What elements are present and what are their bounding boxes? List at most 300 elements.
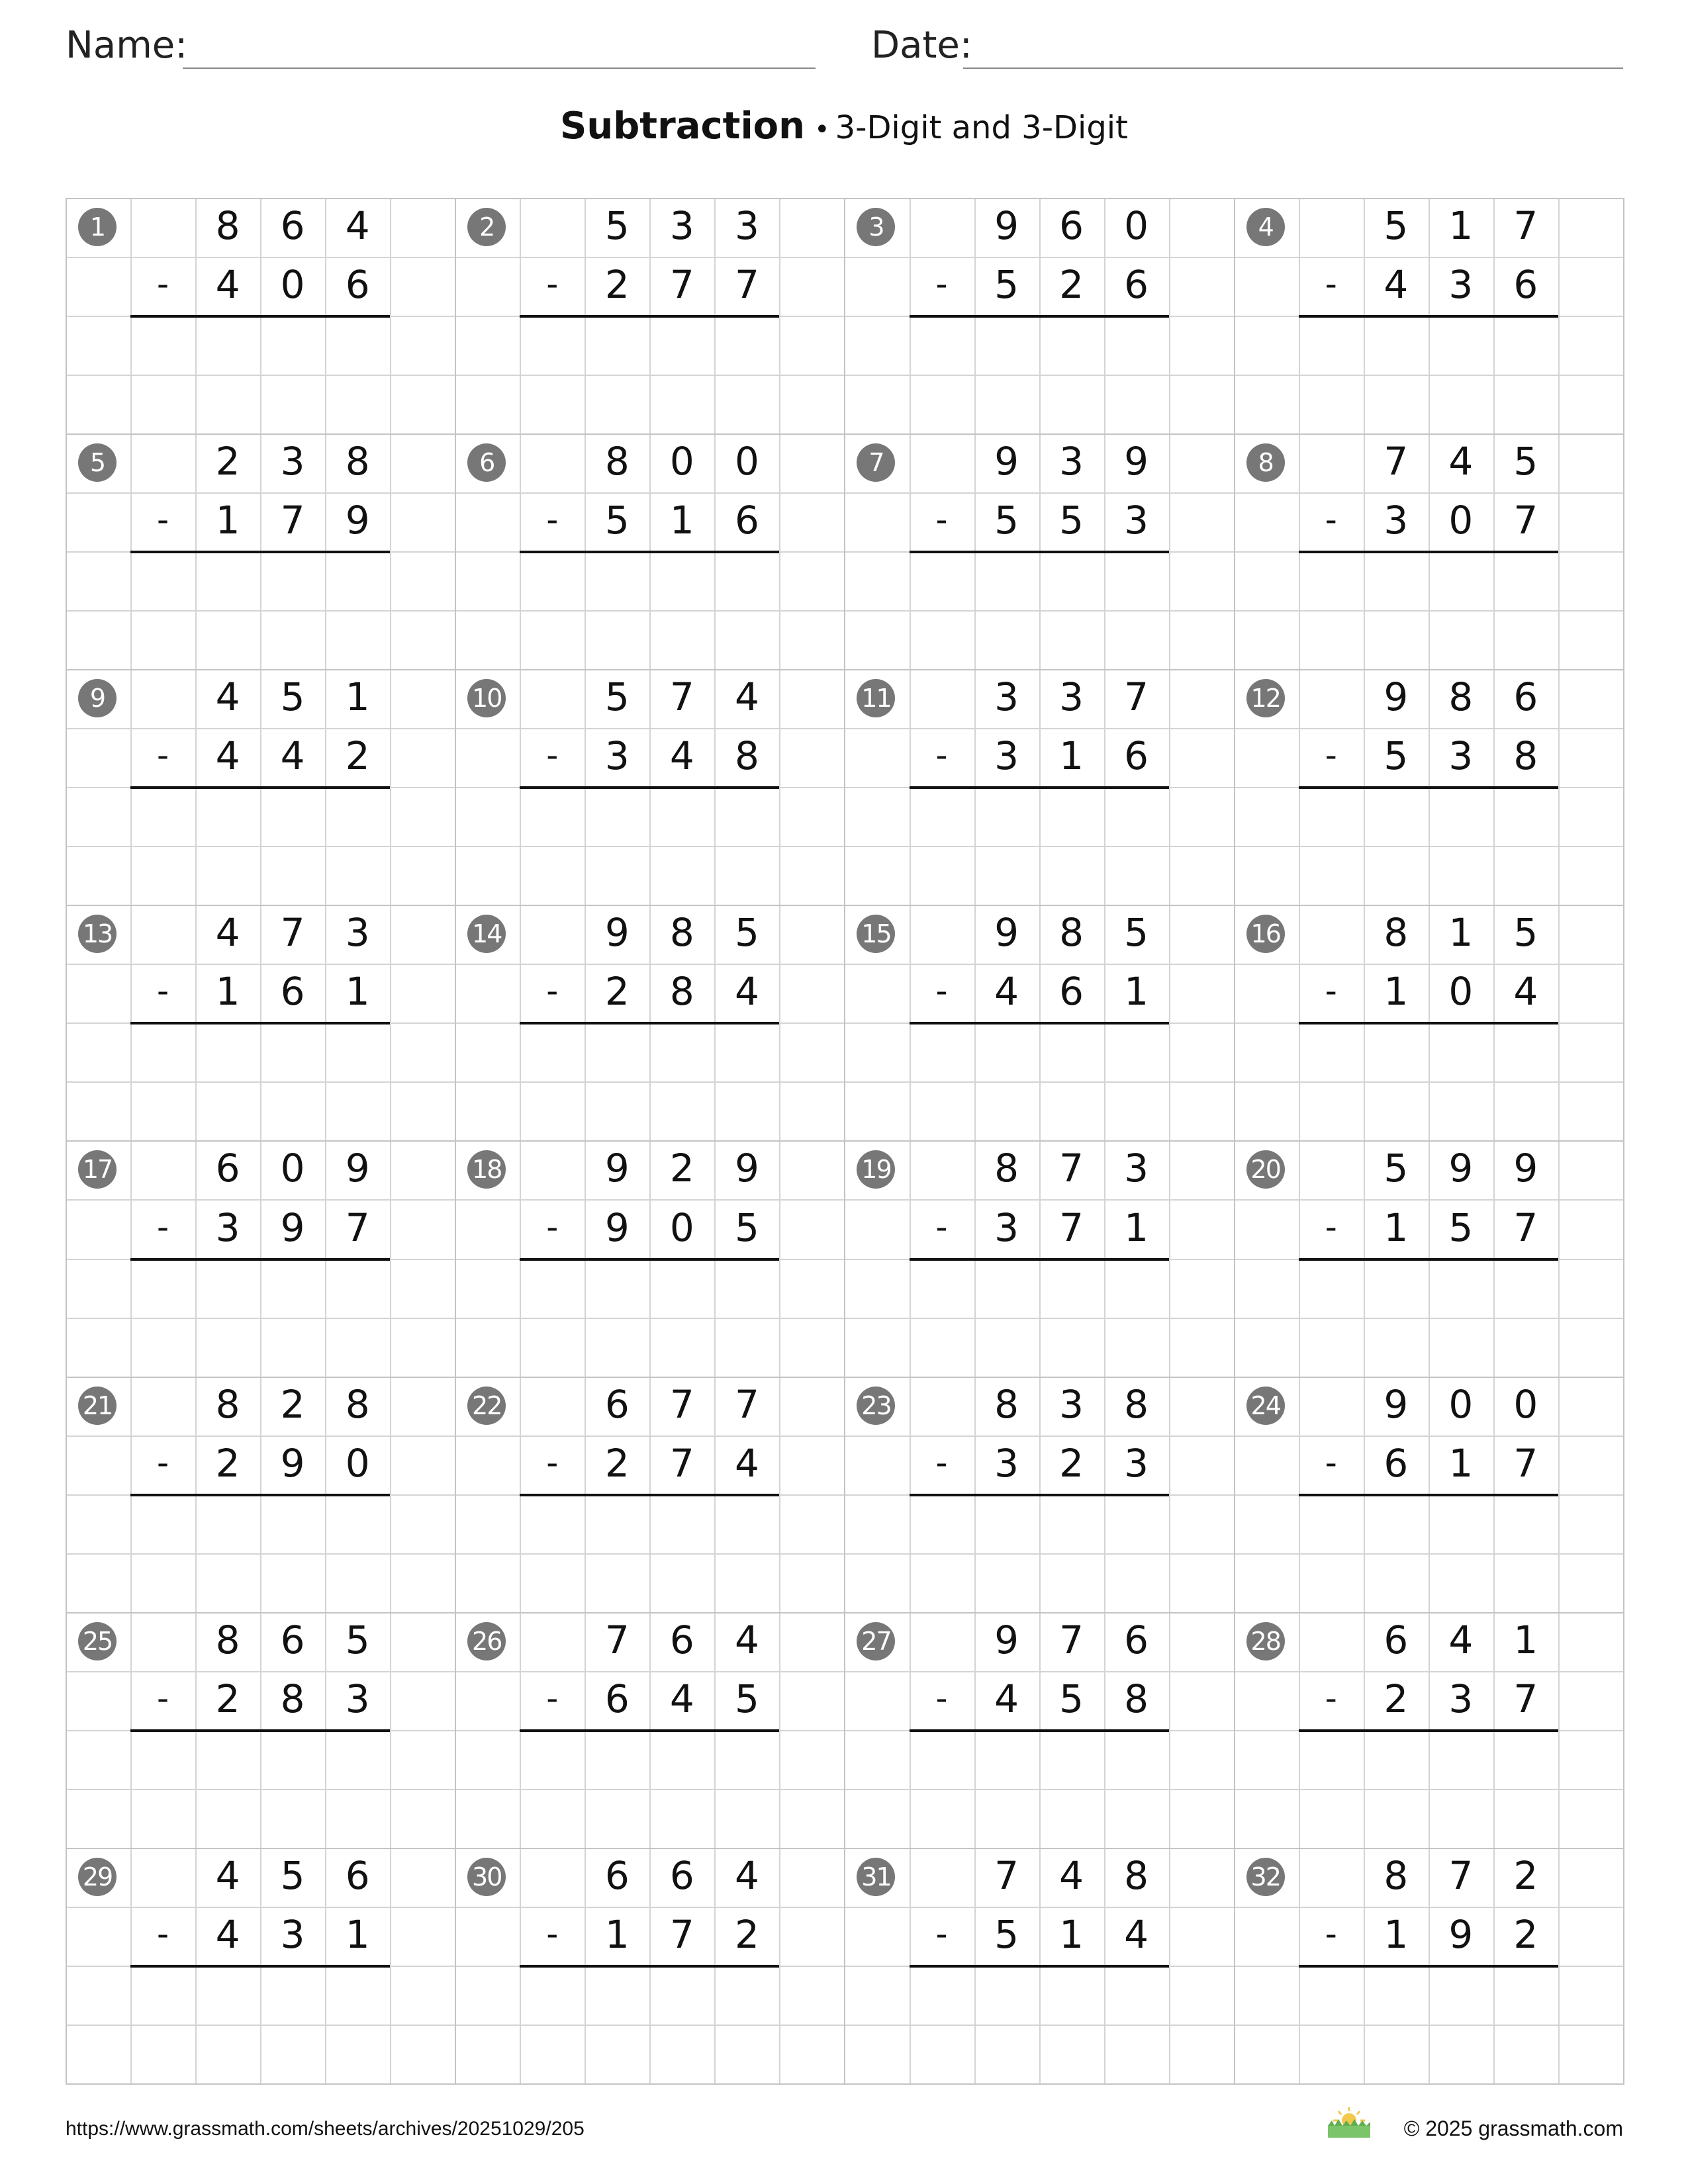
answer-input-cell[interactable]	[910, 1731, 974, 1788]
subtrahend-digit: 2	[345, 733, 370, 779]
minus-sign: -	[546, 500, 559, 539]
answer-input-cell[interactable]	[520, 1731, 585, 1788]
minuend-digit: 8	[994, 1381, 1019, 1427]
answer-input-cell[interactable]	[1039, 1260, 1104, 1316]
subtrahend-digit: 0	[1448, 498, 1474, 543]
answer-input-cell[interactable]	[1039, 788, 1104, 844]
minuend-digit: 6	[604, 1852, 630, 1898]
answer-input-cell[interactable]	[974, 1024, 1039, 1080]
answer-input-cell[interactable]	[1429, 788, 1493, 844]
minuend-digit: 9	[345, 1146, 370, 1191]
subtrahend-digit: 1	[215, 969, 240, 1015]
minus-sign: -	[1325, 265, 1337, 304]
problem-number-badge: 16	[1246, 915, 1285, 953]
subtrahend-digit: 4	[1124, 1911, 1149, 1957]
answer-input-cell[interactable]	[260, 317, 325, 373]
minuend-digit: 6	[1383, 1617, 1409, 1662]
answer-input-cell[interactable]	[714, 1967, 779, 2023]
subtrahend-digit: 1	[345, 1911, 370, 1957]
subtrahend-digit: 5	[1383, 733, 1409, 779]
minuend-digit: 5	[280, 674, 305, 720]
subtrahend-digit: 4	[215, 733, 240, 779]
minuend-digit: 9	[1383, 674, 1409, 720]
minus-sign: -	[1325, 736, 1337, 775]
subtrahend-digit: 5	[734, 1676, 759, 1721]
minuend-digit: 3	[669, 203, 694, 248]
title-subtitle: 3-Digit and 3-Digit	[835, 109, 1128, 146]
subtrahend-digit: 2	[604, 969, 630, 1015]
answer-input-cell[interactable]	[1104, 788, 1169, 844]
answer-input-cell[interactable]	[714, 317, 779, 373]
answer-input-cell[interactable]	[1364, 1496, 1429, 1552]
answer-input-cell[interactable]	[714, 788, 779, 844]
grass-sun-logo-icon	[1325, 2105, 1373, 2139]
answer-input-cell[interactable]	[1299, 553, 1364, 609]
subtrahend-digit: 7	[734, 262, 759, 308]
answer-input-cell[interactable]	[1299, 1024, 1364, 1080]
minuend-digit: 4	[345, 203, 370, 248]
subtrahend-digit: 8	[669, 969, 694, 1015]
minuend-digit: 3	[734, 203, 759, 248]
minuend-digit: 9	[604, 1146, 630, 1191]
answer-input-cell[interactable]	[195, 1496, 260, 1552]
subtrahend-digit: 1	[1383, 1911, 1409, 1957]
answer-input-cell[interactable]	[260, 1024, 325, 1080]
answer-input-cell[interactable]	[325, 317, 390, 373]
problem-number-badge: 12	[1246, 679, 1285, 717]
minuend-digit: 0	[734, 439, 759, 484]
minuend-digit: 7	[604, 1617, 630, 1662]
subtrahend-digit: 3	[994, 1205, 1019, 1250]
date-label: Date:	[871, 24, 972, 67]
minuend-digit: 8	[994, 1146, 1019, 1191]
answer-input-cell[interactable]	[585, 1024, 649, 1080]
problem-number-badge: 2	[467, 208, 506, 246]
answer-input-cell[interactable]	[649, 1496, 714, 1552]
answer-input-cell[interactable]	[714, 553, 779, 609]
answer-input-cell[interactable]	[195, 1260, 260, 1316]
footer-copyright: © 2025 grassmath.com	[1403, 2116, 1623, 2140]
answer-input-cell[interactable]	[649, 1024, 714, 1080]
problem-number-badge: 29	[78, 1858, 117, 1896]
subtrahend-digit: 4	[1513, 969, 1538, 1015]
answer-input-cell[interactable]	[1299, 788, 1364, 844]
minuend-digit: 6	[1124, 1617, 1149, 1662]
answer-input-cell[interactable]	[1039, 1967, 1104, 2023]
answer-input-cell[interactable]	[130, 1024, 195, 1080]
minuend-digit: 9	[604, 910, 630, 956]
answer-input-cell[interactable]	[1299, 1731, 1364, 1788]
subtrahend-digit: 7	[669, 1911, 694, 1957]
answer-input-cell[interactable]	[1493, 1731, 1558, 1788]
subtrahend-digit: 3	[1124, 498, 1149, 543]
answer-input-cell[interactable]	[325, 1967, 390, 2023]
problem-number-badge: 17	[78, 1150, 117, 1189]
answer-input-cell[interactable]	[649, 1731, 714, 1788]
title-main: Subtraction	[560, 105, 805, 148]
subtrahend-digit: 9	[345, 498, 370, 543]
problem-number-badge: 32	[1246, 1858, 1285, 1896]
subtrahend-digit: 1	[1059, 1911, 1084, 1957]
subtrahend-digit: 7	[1513, 1440, 1538, 1486]
answer-input-cell[interactable]	[1104, 1967, 1169, 2023]
subtrahend-digit: 5	[994, 498, 1019, 543]
answer-input-cell[interactable]	[649, 788, 714, 844]
answer-input-cell[interactable]	[1299, 1496, 1364, 1552]
answer-input-cell[interactable]	[325, 553, 390, 609]
minuend-digit: 9	[994, 203, 1019, 248]
answer-input-cell[interactable]	[1493, 1260, 1558, 1316]
subtrahend-digit: 0	[280, 262, 305, 308]
minuend-digit: 0	[669, 439, 694, 484]
subtrahend-digit: 9	[1448, 1911, 1474, 1957]
minuend-digit: 4	[215, 674, 240, 720]
answer-input-cell[interactable]	[130, 788, 195, 844]
answer-input-cell[interactable]	[325, 788, 390, 844]
minuend-digit: 6	[280, 203, 305, 248]
answer-input-cell[interactable]	[325, 1260, 390, 1316]
minuend-digit: 3	[1059, 1381, 1084, 1427]
answer-input-cell[interactable]	[1299, 1967, 1364, 2023]
answer-input-cell[interactable]	[1493, 1024, 1558, 1080]
problem-number-badge: 5	[78, 443, 117, 482]
problem-number-badge: 30	[467, 1858, 506, 1896]
subtrahend-digit: 7	[1513, 1676, 1538, 1721]
answer-input-cell[interactable]	[585, 1731, 649, 1788]
subtrahend-digit: 1	[1124, 1205, 1149, 1250]
answer-input-cell[interactable]	[520, 1496, 585, 1552]
minuend-digit: 5	[280, 1852, 305, 1898]
problem-number-badge: 28	[1246, 1622, 1285, 1661]
answer-input-cell[interactable]	[1364, 553, 1429, 609]
minuend-digit: 5	[1383, 203, 1409, 248]
answer-input-cell[interactable]	[1039, 1731, 1104, 1788]
minus-sign: -	[157, 1914, 169, 1953]
answer-input-cell[interactable]	[585, 317, 649, 373]
minuend-digit: 3	[1124, 1146, 1149, 1191]
answer-input-cell[interactable]	[1104, 553, 1169, 609]
answer-input-cell[interactable]	[974, 1731, 1039, 1788]
subtrahend-digit: 5	[1448, 1205, 1474, 1250]
subtrahend-digit: 5	[604, 498, 630, 543]
answer-input-cell[interactable]	[195, 317, 260, 373]
answer-input-cell[interactable]	[130, 1731, 195, 1788]
answer-input-cell[interactable]	[1493, 1967, 1558, 2023]
answer-input-cell[interactable]	[714, 1260, 779, 1316]
answer-input-cell[interactable]	[649, 553, 714, 609]
problem-number-badge: 20	[1246, 1150, 1285, 1189]
minus-sign: -	[546, 1678, 559, 1717]
answer-input-cell[interactable]	[130, 1967, 195, 2023]
subtrahend-digit: 4	[215, 262, 240, 308]
answer-input-cell[interactable]	[130, 553, 195, 609]
answer-input-cell[interactable]	[195, 553, 260, 609]
answer-input-cell[interactable]	[649, 1967, 714, 2023]
minuend-digit: 0	[1124, 203, 1149, 248]
minuend-digit: 8	[669, 910, 694, 956]
answer-input-cell[interactable]	[1429, 1024, 1493, 1080]
minuend-digit: 8	[215, 1617, 240, 1662]
answer-input-cell[interactable]	[195, 1731, 260, 1788]
minus-sign: -	[935, 1443, 948, 1482]
minus-sign: -	[1325, 972, 1337, 1011]
minuend-digit: 5	[604, 674, 630, 720]
answer-input-cell[interactable]	[910, 317, 974, 373]
answer-input-cell[interactable]	[1039, 553, 1104, 609]
subtrahend-digit: 5	[1059, 498, 1084, 543]
subtrahend-digit: 9	[604, 1205, 630, 1250]
answer-input-cell[interactable]	[325, 1731, 390, 1788]
subtrahend-digit: 1	[669, 498, 694, 543]
answer-input-cell[interactable]	[974, 1496, 1039, 1552]
minuend-digit: 4	[215, 910, 240, 956]
answer-input-cell[interactable]	[1364, 317, 1429, 373]
problem-number-badge: 14	[467, 915, 506, 953]
answer-input-cell[interactable]	[1104, 1731, 1169, 1788]
minuend-digit: 4	[1448, 1617, 1474, 1662]
subtrahend-digit: 4	[734, 969, 759, 1015]
answer-input-cell[interactable]	[974, 317, 1039, 373]
answer-input-cell[interactable]	[260, 788, 325, 844]
worksheet-title	[0, 105, 1688, 148]
subtrahend-digit: 3	[345, 1676, 370, 1721]
answer-input-cell[interactable]	[1039, 1496, 1104, 1552]
answer-input-cell[interactable]	[1039, 1024, 1104, 1080]
subtrahend-digit: 2	[1059, 1440, 1084, 1486]
answer-input-cell[interactable]	[649, 317, 714, 373]
answer-input-cell[interactable]	[520, 1967, 585, 2023]
minuend-digit: 6	[1059, 203, 1084, 248]
problem-number-badge: 25	[78, 1622, 117, 1661]
minuend-digit: 5	[1383, 1146, 1409, 1191]
answer-input-cell[interactable]	[1429, 553, 1493, 609]
minuend-digit: 4	[1448, 439, 1474, 484]
subtrahend-digit: 9	[280, 1440, 305, 1486]
answer-input-cell[interactable]	[910, 1024, 974, 1080]
minuend-digit: 0	[1448, 1381, 1474, 1427]
answer-input-cell[interactable]	[585, 1496, 649, 1552]
problem-number-badge: 31	[857, 1858, 895, 1896]
answer-input-cell[interactable]	[1364, 1731, 1429, 1788]
answer-input-cell[interactable]	[195, 1024, 260, 1080]
answer-input-cell[interactable]	[714, 1496, 779, 1552]
minus-sign: -	[935, 736, 948, 775]
minuend-digit: 9	[1513, 1146, 1538, 1191]
answer-input-cell[interactable]	[1493, 317, 1558, 373]
answer-input-cell[interactable]	[910, 1496, 974, 1552]
answer-input-cell[interactable]	[1429, 1260, 1493, 1316]
answer-input-cell[interactable]	[195, 1967, 260, 2023]
problem-number-badge: 4	[1246, 208, 1285, 246]
answer-input-cell[interactable]	[260, 1731, 325, 1788]
problem-number-badge: 21	[78, 1387, 117, 1425]
answer-input-cell[interactable]	[520, 1024, 585, 1080]
answer-input-cell[interactable]	[1299, 1260, 1364, 1316]
answer-input-cell[interactable]	[585, 553, 649, 609]
subtrahend-digit: 8	[1513, 733, 1538, 779]
problem-number-badge: 27	[857, 1622, 895, 1661]
subtrahend-digit: 2	[604, 1440, 630, 1486]
name-label: Name:	[66, 24, 188, 67]
answer-input-cell[interactable]	[1429, 317, 1493, 373]
minuend-digit: 2	[215, 439, 240, 484]
answer-input-cell[interactable]	[1364, 788, 1429, 844]
answer-input-cell[interactable]	[1299, 317, 1364, 373]
answer-input-cell[interactable]	[1364, 1024, 1429, 1080]
subtrahend-digit: 4	[280, 733, 305, 779]
subtrahend-digit: 7	[1513, 498, 1538, 543]
answer-input-cell[interactable]	[714, 1024, 779, 1080]
answer-input-cell[interactable]	[910, 788, 974, 844]
answer-input-cell[interactable]	[325, 1496, 390, 1552]
minuend-digit: 8	[345, 439, 370, 484]
minuend-digit: 6	[604, 1381, 630, 1427]
answer-input-cell[interactable]	[520, 553, 585, 609]
answer-input-cell[interactable]	[130, 317, 195, 373]
subtrahend-digit: 4	[994, 969, 1019, 1015]
answer-input-cell[interactable]	[325, 1024, 390, 1080]
minuend-digit: 5	[604, 203, 630, 248]
subtrahend-digit: 7	[669, 262, 694, 308]
minuend-digit: 8	[1448, 674, 1474, 720]
answer-input-cell[interactable]	[1493, 1496, 1558, 1552]
subtrahend-digit: 3	[280, 1911, 305, 1957]
answer-input-cell[interactable]	[1039, 317, 1104, 373]
minuend-digit: 7	[1383, 439, 1409, 484]
minuend-digit: 6	[1513, 674, 1538, 720]
answer-input-cell[interactable]	[260, 553, 325, 609]
subtrahend-digit: 6	[280, 969, 305, 1015]
minuend-digit: 0	[1513, 1381, 1538, 1427]
subtrahend-digit: 2	[604, 262, 630, 308]
answer-input-cell[interactable]	[520, 317, 585, 373]
minuend-digit: 1	[345, 674, 370, 720]
minus-sign: -	[935, 1207, 948, 1246]
subtrahend-digit: 1	[1124, 969, 1149, 1015]
date-field-line[interactable]	[963, 68, 1623, 69]
answer-input-cell[interactable]	[520, 788, 585, 844]
problem-number-badge: 6	[467, 443, 506, 482]
minuend-digit: 8	[1124, 1381, 1149, 1427]
problem-number-badge: 19	[857, 1150, 895, 1189]
minuend-digit: 5	[1513, 439, 1538, 484]
minuend-digit: 7	[669, 1381, 694, 1427]
answer-input-cell[interactable]	[910, 1260, 974, 1316]
answer-input-cell[interactable]	[1429, 1496, 1493, 1552]
answer-input-cell[interactable]	[1429, 1967, 1493, 2023]
answer-input-cell[interactable]	[1104, 1260, 1169, 1316]
minuend-digit: 7	[669, 674, 694, 720]
subtrahend-digit: 0	[669, 1205, 694, 1250]
answer-input-cell[interactable]	[1493, 788, 1558, 844]
answer-input-cell[interactable]	[195, 788, 260, 844]
answer-input-cell[interactable]	[974, 1260, 1039, 1316]
answer-input-cell[interactable]	[1104, 1024, 1169, 1080]
minuend-digit: 5	[1124, 910, 1149, 956]
answer-input-cell[interactable]	[585, 788, 649, 844]
answer-input-cell[interactable]	[1104, 317, 1169, 373]
answer-input-cell[interactable]	[910, 553, 974, 609]
worksheet-grid	[66, 198, 1623, 2083]
answer-input-cell[interactable]	[585, 1260, 649, 1316]
answer-input-cell[interactable]	[585, 1967, 649, 2023]
problem-number-badge: 11	[857, 679, 895, 717]
subtrahend-digit: 5	[734, 1205, 759, 1250]
subtrahend-digit: 3	[1448, 733, 1474, 779]
subtrahend-digit: 4	[669, 1676, 694, 1721]
minus-sign: -	[1325, 500, 1337, 539]
minuend-digit: 2	[280, 1381, 305, 1427]
minus-sign: -	[546, 972, 559, 1011]
name-field-line[interactable]	[183, 68, 816, 69]
minuend-digit: 9	[994, 439, 1019, 484]
minuend-digit: 9	[734, 1146, 759, 1191]
minuend-digit: 6	[280, 1617, 305, 1662]
answer-input-cell[interactable]	[974, 788, 1039, 844]
answer-input-cell[interactable]	[1429, 1731, 1493, 1788]
subtrahend-digit: 9	[280, 1205, 305, 1250]
minus-sign: -	[546, 1914, 559, 1953]
minus-sign: -	[1325, 1207, 1337, 1246]
minuend-digit: 6	[669, 1617, 694, 1662]
minus-sign: -	[157, 500, 169, 539]
problem-number-badge: 26	[467, 1622, 506, 1661]
minus-sign: -	[157, 972, 169, 1011]
minuend-digit: 5	[345, 1617, 370, 1662]
answer-input-cell[interactable]	[714, 1731, 779, 1788]
answer-input-cell[interactable]	[974, 553, 1039, 609]
answer-input-cell[interactable]	[130, 1260, 195, 1316]
subtrahend-digit: 2	[1383, 1676, 1409, 1721]
answer-input-cell[interactable]	[974, 1967, 1039, 2023]
minuend-digit: 7	[1059, 1617, 1084, 1662]
subtrahend-digit: 3	[1124, 1440, 1149, 1486]
answer-input-cell[interactable]	[260, 1496, 325, 1552]
answer-input-cell[interactable]	[260, 1260, 325, 1316]
problem-number-badge: 10	[467, 679, 506, 717]
minus-sign: -	[1325, 1678, 1337, 1717]
subtrahend-digit: 8	[280, 1676, 305, 1721]
subtrahend-digit: 6	[604, 1676, 630, 1721]
subtrahend-digit: 7	[280, 498, 305, 543]
subtrahend-digit: 3	[994, 733, 1019, 779]
minuend-digit: 7	[1513, 203, 1538, 248]
problem-number-badge: 15	[857, 915, 895, 953]
subtrahend-digit: 3	[1383, 498, 1409, 543]
minuend-digit: 9	[1448, 1146, 1474, 1191]
subtrahend-digit: 3	[1448, 262, 1474, 308]
subtrahend-digit: 1	[215, 498, 240, 543]
answer-input-cell[interactable]	[520, 1260, 585, 1316]
subtrahend-digit: 8	[1124, 1676, 1149, 1721]
answer-input-cell[interactable]	[1104, 1496, 1169, 1552]
subtrahend-digit: 2	[1513, 1911, 1538, 1957]
subtrahend-digit: 6	[734, 498, 759, 543]
minuend-digit: 7	[1059, 1146, 1084, 1191]
minuend-digit: 3	[280, 439, 305, 484]
subtrahend-digit: 3	[604, 733, 630, 779]
answer-input-cell[interactable]	[130, 1496, 195, 1552]
answer-input-cell[interactable]	[260, 1967, 325, 2023]
minuend-digit: 8	[1059, 910, 1084, 956]
answer-input-cell[interactable]	[910, 1967, 974, 2023]
minuend-digit: 0	[280, 1146, 305, 1191]
answer-input-cell[interactable]	[649, 1260, 714, 1316]
answer-input-cell[interactable]	[1493, 553, 1558, 609]
answer-input-cell[interactable]	[1364, 1967, 1429, 2023]
minuend-digit: 4	[215, 1852, 240, 1898]
answer-input-cell[interactable]	[1364, 1260, 1429, 1316]
